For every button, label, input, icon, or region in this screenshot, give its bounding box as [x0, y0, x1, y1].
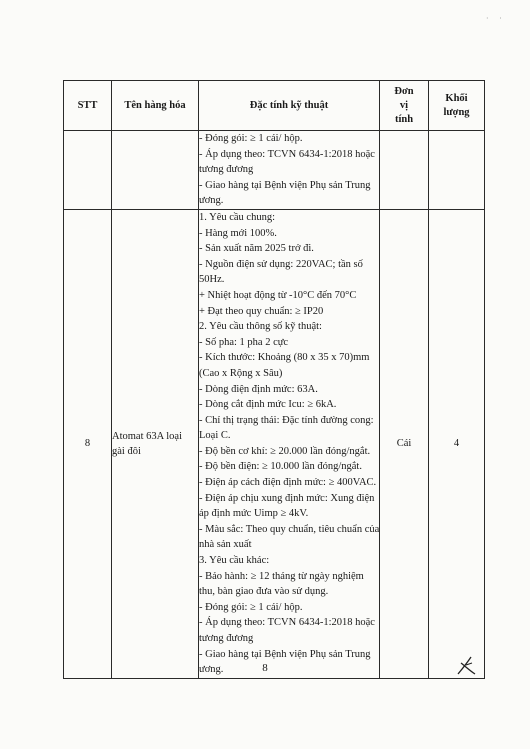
spec-line: (Cao x Rộng x Sâu): [199, 367, 283, 379]
header-stt: STT: [64, 81, 112, 131]
header-unit-line: Đơn: [394, 85, 414, 97]
spec-line: - Giao hàng tại Bệnh viện Phụ sản Trung: [199, 648, 371, 660]
spec-line: Loại C.: [199, 430, 231, 442]
spec-line: áp định mức Uimp ≥ 4kV.: [199, 508, 309, 520]
header-qty: [429, 81, 485, 131]
cell-qty: [429, 131, 485, 210]
cell-unit: [380, 131, 429, 210]
spec-line: - Đóng gói: ≥ 1 cái/ hộp.: [199, 133, 303, 144]
spec-line: tương đương: [199, 164, 254, 176]
spec-line: - Đóng gói: ≥ 1 cái/ hộp.: [199, 601, 303, 613]
spec-line: - Kích thước: Khoảng (80 x 35 x 70)mm: [199, 352, 370, 364]
header-qty-line: lượng: [443, 106, 470, 118]
name-line: gài đôi: [112, 445, 141, 457]
name-line: Atomat 63A loại: [112, 430, 182, 442]
header-qty-line: Khối: [445, 92, 468, 104]
spec-line: - Giao hàng tại Bệnh viện Phụ sản Trung: [199, 179, 371, 191]
spec-line: - Độ bền điện: ≥ 10.000 lần đóng/ngắt.: [199, 461, 362, 473]
cell-spec: [199, 131, 380, 210]
spec-line: - Sản xuất năm 2025 trở đi.: [199, 243, 314, 255]
header-unit: [380, 81, 429, 131]
spec-line: ương.: [199, 195, 224, 207]
table-row-item-8: [64, 209, 485, 678]
header-spec: Đặc tính kỹ thuật: [199, 81, 380, 131]
cell-name: [112, 131, 199, 210]
spec-line: 1. Yêu cầu chung:: [199, 211, 276, 223]
cell-stt: 8: [64, 209, 112, 678]
spec-line: + Đạt theo quy chuẩn: ≥ IP20: [199, 305, 324, 317]
spec-line: thu, bàn giao đưa vào sử dụng.: [199, 586, 329, 598]
spec-line: - Điện áp cách điện định mức: ≥ 400VAC.: [199, 477, 377, 489]
cell-stt: [64, 131, 112, 210]
cell-name: [112, 209, 199, 678]
spec-line: - Dòng điện định mức: 63A.: [199, 383, 318, 395]
spec-line: - Hàng mới 100%.: [199, 227, 277, 239]
spec-line: - Dòng cắt định mức Icu: ≥ 6kA.: [199, 399, 337, 411]
table-row-continued: [64, 131, 485, 210]
spec-line: - Chỉ thị trạng thái: Đặc tính đường cong:: [199, 414, 374, 426]
spec-line: - Áp dụng theo: TCVN 6434-1:2018 hoặc: [199, 617, 375, 629]
spec-line: - Điện áp chịu xung định mức: Xung điện: [199, 492, 375, 504]
spec-line: - Bảo hành: ≥ 12 tháng từ ngày nghiệm: [199, 570, 364, 582]
header-unit-line: vị: [399, 99, 409, 111]
spec-line: 2. Yêu cầu thông số kỹ thuật:: [199, 321, 322, 333]
spec-line: tương đương: [199, 633, 254, 644]
cell-qty: 4: [429, 209, 485, 678]
spec-line: 50Hz.: [199, 274, 225, 286]
scan-speck: · ·: [486, 14, 506, 23]
header-unit-line: tính: [394, 113, 414, 125]
spec-line: nhà sản xuất: [199, 539, 252, 551]
table-header-row: [64, 81, 485, 131]
spec-line: + Nhiệt hoạt động từ -10°C đến 70°C: [199, 289, 357, 301]
spec-line: 3. Yêu cầu khác:: [199, 555, 270, 567]
specification-table: [63, 80, 485, 679]
cell-spec: [199, 209, 380, 678]
cell-unit: Cái: [380, 209, 429, 678]
spec-line: - Nguồn điện sử dụng: 220VAC; tần số: [199, 258, 363, 270]
signature-mark: [455, 655, 479, 677]
spec-line: ương.: [199, 664, 224, 676]
page-number: 8: [262, 662, 268, 674]
header-name: Tên hàng hóa: [112, 81, 199, 131]
spec-line: - Độ bền cơ khí: ≥ 20.000 lần đóng/ngắt.: [199, 445, 371, 457]
spec-line: - Số pha: 1 pha 2 cực: [199, 336, 289, 348]
spec-line: - Áp dụng theo: TCVN 6434-1:2018 hoặc: [199, 148, 375, 160]
spec-line: - Màu sắc: Theo quy chuẩn, tiêu chuẩn của: [199, 523, 380, 535]
